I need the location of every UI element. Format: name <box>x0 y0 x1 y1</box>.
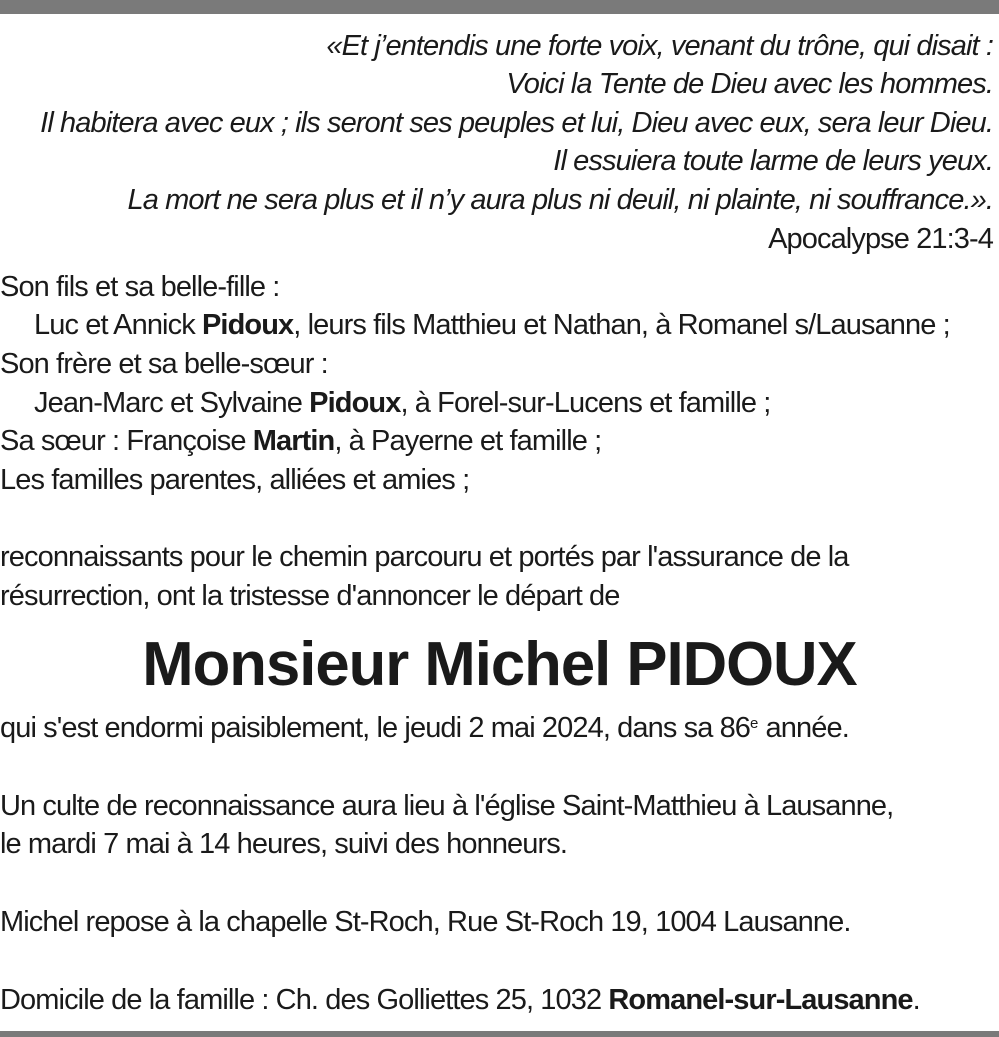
death-notice-line: qui s'est endormi paisiblement, le jeudi 2 mai 2024, dans sa 86e année. <box>0 712 849 744</box>
service-line: Un culte de reconnaissance aura lieu à l'église Saint-Matthieu à Lausanne, <box>0 790 894 822</box>
announcement-line: résurrection, ont la tristesse d'annoncer le départ de <box>0 580 620 612</box>
service-line: le mardi 7 mai à 14 heures, suivi des honneurs. <box>0 828 568 860</box>
sister-line: Sa sœur : Françoise Martin, à Payerne et famille ; <box>0 425 602 457</box>
deceased-name: Monsieur Michel PIDOUX <box>142 630 857 699</box>
brother-names: Jean-Marc et Sylvaine Pidoux, à Forel-sur-Lucens et famille ; <box>34 387 771 419</box>
family-address-line: Domicile de la famille : Ch. des Golliettes 25, 1032 Romanel-sur-Lausanne. <box>0 984 920 1016</box>
verse-line: Il essuiera toute larme de leurs yeux. <box>553 145 993 177</box>
verse-line: La mort ne sera plus et il n’y aura plus ni deuil, ni plainte, ni souffrance.». <box>127 184 993 216</box>
brother-heading: Son frère et sa belle-sœur : <box>0 348 328 380</box>
verse-reference: Apocalypse 21:3-4 <box>768 223 993 255</box>
announcement-line: reconnaissants pour le chemin parcouru et portés par l'assurance de la <box>0 541 849 573</box>
son-names: Luc et Annick Pidoux, leurs fils Matthieu et Nathan, à Romanel s/Lausanne ; <box>34 309 950 341</box>
relatives-line: Les familles parentes, alliées et amies ; <box>0 464 470 496</box>
verse-line: «Et j’entendis une forte voix, venant du trône, qui disait : <box>326 30 993 62</box>
bottom-rule <box>0 1031 999 1037</box>
verse-line: Voici la Tente de Dieu avec les hommes. <box>506 68 993 100</box>
son-heading: Son fils et sa belle-fille : <box>0 271 280 303</box>
resting-place-line: Michel repose à la chapelle St-Roch, Rue St-Roch 19, 1004 Lausanne. <box>0 906 851 938</box>
verse-line: Il habitera avec eux ; ils seront ses peuples et lui, Dieu avec eux, sera leur Dieu. <box>40 107 993 139</box>
top-rule <box>0 0 999 14</box>
